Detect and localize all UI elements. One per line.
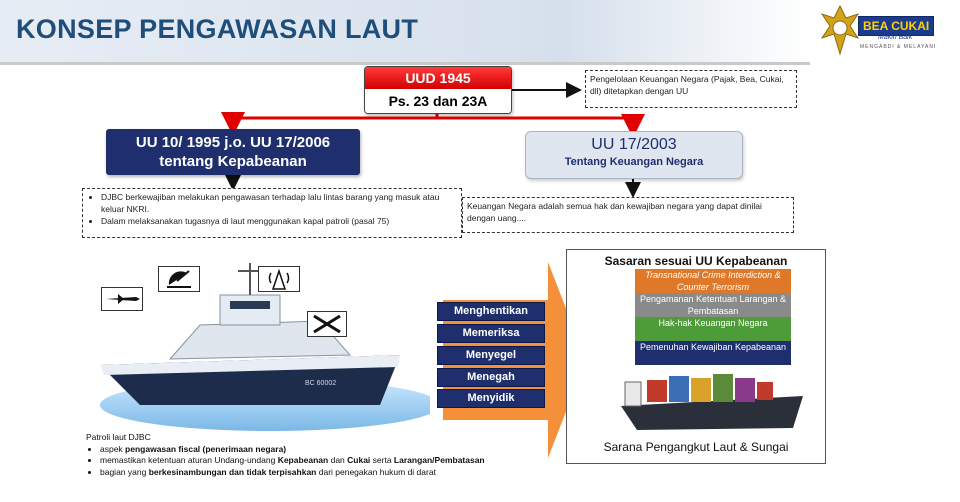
logo-brand: BEA CUKAI — [858, 16, 934, 36]
uu-keuangan-subtitle: Tentang Keuangan Negara — [564, 156, 704, 168]
weapons-icon — [307, 311, 347, 337]
satellite-dish-icon — [158, 266, 200, 292]
drone-icon — [101, 287, 143, 311]
list-item: • Dalam melaksanakan tugasnya di laut menggunakan kapal patroli (pasal 75) — [101, 215, 457, 227]
action-menyegel: Menyegel — [437, 346, 545, 365]
sasaran-item-keuangan: Hak-hak Keuangan Negara — [635, 317, 791, 341]
action-menghentikan: Menghentikan — [437, 302, 545, 321]
logo-motto: MENGABDI & MELAYANI — [860, 44, 937, 50]
uu-keuangan-title: UU 17/2003 — [591, 136, 677, 153]
list-item: • memastikan ketentuan aturan Undang-undang Kepabeanan dan Cukai serta Larangan/Pembatasan — [100, 455, 526, 467]
uud-note-text: Pengelolaan Keuangan Negara (Pajak, Bea, Cukai, dll) ditetapkan dengan UU — [590, 74, 784, 96]
uu-keuangan-note-text: Keuangan Negara adalah semua hak dan kewajiban negara yang dapat dinilai dengan uang.... — [467, 201, 762, 223]
uu-kepabeanan-box — [106, 129, 360, 175]
uu-kepabeanan-notes — [82, 188, 462, 238]
patrol-description — [86, 432, 526, 478]
list-item: • bagian yang berkesinambungan dan tidak terpisahkan dari penegakan hukum di darat — [100, 467, 526, 479]
uu-kepabeanan-subtitle: tentang Kepabeanan — [159, 153, 307, 170]
cargo-ship-image — [617, 366, 807, 436]
page-title: KONSEP PENGAWASAN LAUT — [16, 14, 419, 44]
sasaran-item-larangan: Pengamanan Ketentuan Larangan & Pembatasan — [635, 293, 791, 317]
list-item: • aspek pengawasan fiscal (penerimaan negara) — [100, 444, 526, 456]
list-item: • DJBC berkewajiban melakukan pengawasan terhadap lalu lintas barang yang masuk atau keluar NKRI. — [101, 191, 457, 215]
action-menyidik: Menyidik — [437, 389, 545, 408]
sasaran-item-transnational: Transnational Crime Interdiction & Counter Terrorism — [635, 269, 791, 293]
sarana-caption: Sarana Pengangkut Laut & Sungai — [603, 440, 789, 454]
uu-keuangan-box — [525, 131, 743, 179]
uu-kepabeanan-title: UU 10/ 1995 j.o. UU 17/2006 — [135, 134, 331, 151]
sasaran-item-kepabeanan: Pemenuhan Kewajiban Kepabeanan — [635, 341, 791, 365]
logo-tagline: Makin Baik — [878, 34, 913, 41]
uud-1945-box — [364, 66, 512, 114]
patrol-ship-image — [80, 255, 430, 435]
uu-keuangan-note — [462, 197, 794, 233]
uud-note — [585, 70, 797, 108]
sasaran-panel — [566, 249, 826, 464]
sasaran-title: Sasaran sesuai UU Kepabeanan — [604, 254, 788, 268]
ship-hull-label: BC 60002 — [305, 380, 337, 387]
action-menegah: Menegah — [437, 368, 545, 387]
radio-tower-icon — [258, 266, 300, 292]
uud-title: UUD 1945 — [365, 67, 511, 89]
uud-articles: Ps. 23 dan 23A — [365, 89, 511, 113]
patrol-title: Patroli laut DJBC — [86, 432, 151, 442]
action-memeriksa: Memeriksa — [437, 324, 545, 343]
